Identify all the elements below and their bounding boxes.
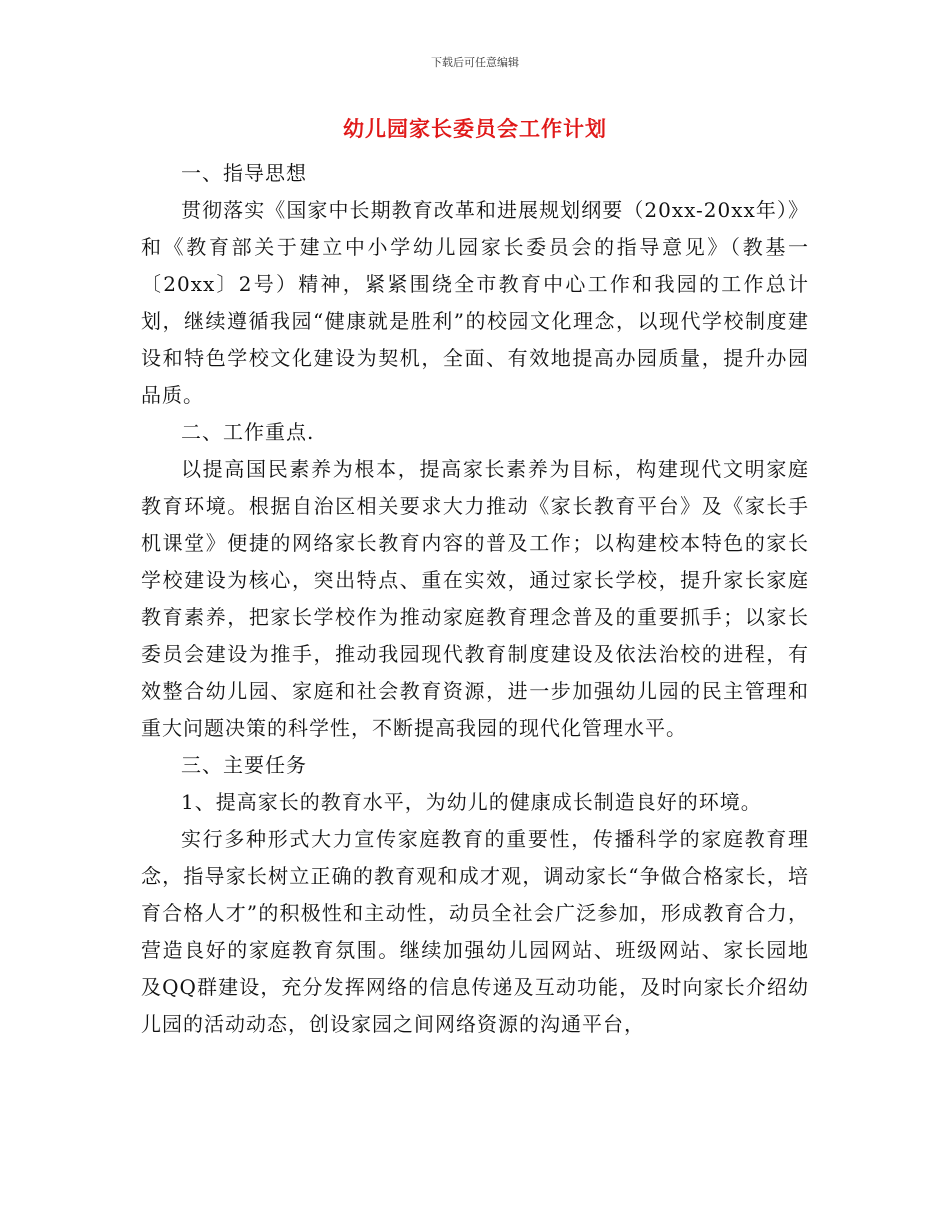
section-heading-guiding-ideology: 一、指导思想 — [181, 161, 307, 185]
paragraph-work-focus: 以提高国民素养为根本，提高家长素养为目标，构建现代文明家庭教育环境。根据自治区相关要求大力推动《家长教育平台》及《家长手机课堂》便捷的网络家长教育内容的普及工作；以构建校本特色的家长学校建设为核心，突出特点、重在实效，通过家长学校，提升家长家庭教育素养，把家长学校作为推动家庭教育理念普及的重要抓手；以家长委员会建设为推手，推动我园现代教育制度建设及依法治校的进程，有效整合幼儿园、家庭和社会教育资源，进一步加强幼儿园的民主管理和重大问题决策的科学性，不断提高我园的现代化管理水平。 — [141, 457, 809, 740]
task-item-1: 1、提高家长的教育水平，为幼儿的健康成长制造良好的环境。 — [181, 790, 762, 814]
paragraph-task-1: 实行多种形式大力宣传家庭教育的重要性，传播科学的家庭教育理念，指导家长树立正确的教育观和成才观，调动家长“争做合格家长，培育合格人才”的积极性和主动性，动员全社会广泛参加，形成教育合力，营造良好的家庭教育氛围。继续加强幼儿园网站、班级网站、家长园地及QQ群建设，充分发挥网络的信息传递及互动功能，及时向家长介绍幼儿园的活动动态，创设家园之间网络资源的沟通平台， — [141, 827, 809, 1036]
section-heading-work-focus: 二、工作重点. — [181, 420, 315, 444]
document-body — [141, 155, 809, 1043]
section-heading-main-tasks: 三、主要任务 — [181, 753, 307, 777]
paragraph-guiding-ideology: 贯彻落实《国家中长期教育改革和进展规划纲要（20xx-20xx年）》和《教育部关于建立中小学幼儿园家长委员会的指导意见》（教基一〔20xx〕2号）精神，紧紧围绕全市教育中心工作和我园的工作总计划，继续遵循我园“健康就是胜利”的校园文化理念，以现代学校制度建设和特色学校文化建设为契机，全面、有效地提高办园质量，提升办园品质。 — [141, 198, 809, 407]
header-note: 下载后可任意编辑 — [431, 56, 519, 69]
document-title: 幼儿园家长委员会工作计划 — [343, 117, 607, 141]
